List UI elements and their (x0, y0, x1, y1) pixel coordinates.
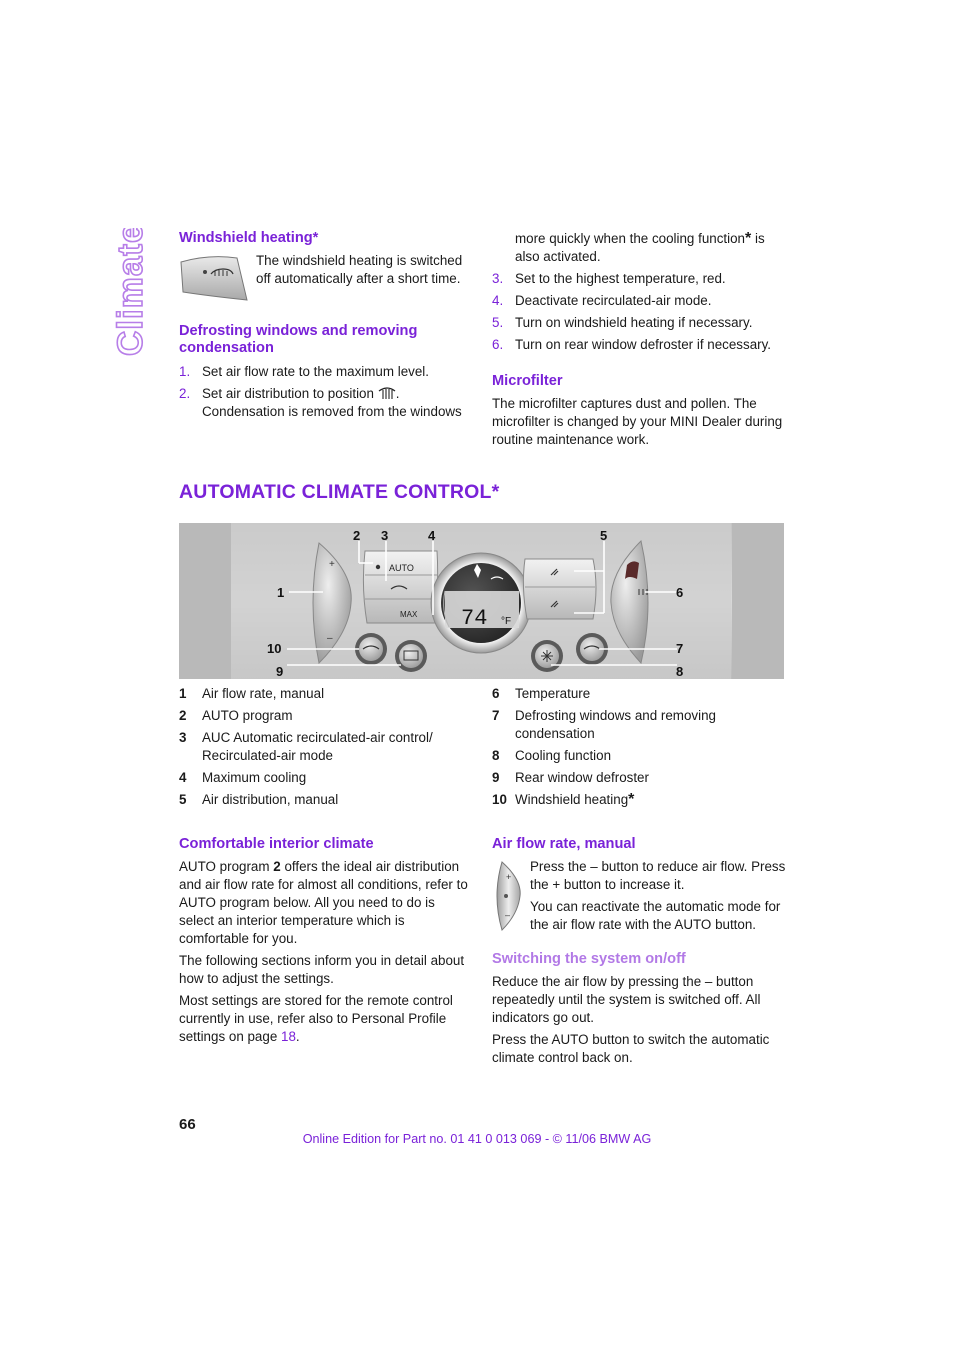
comfort-paragraph: The following sections inform you in detail about how to adjust the settings. (179, 953, 465, 986)
temperature-readout: 74 (461, 606, 488, 631)
page-link[interactable]: 18 (281, 1029, 296, 1044)
microfilter-heading: Microfilter (492, 373, 563, 389)
callout-4: 4 (428, 528, 436, 543)
comfort-body (179, 858, 471, 1050)
list-item: 8 Cooling function (492, 748, 612, 763)
callout-7: 7 (676, 641, 684, 656)
defrost-steps (179, 363, 471, 425)
callout-8: 8 (676, 664, 684, 679)
switching-paragraph: Press the AUTO button to switch the automatic climate control back on. (492, 1032, 770, 1065)
list-item: 1 Air flow rate, manual (179, 686, 325, 701)
acc-heading: AUTOMATIC CLIMATE CONTROL* (179, 481, 500, 503)
list-item: 4. Deactivate recirculated-air mode. (492, 293, 712, 308)
airflow-paragraph: You can reactivate the automatic mode for the air flow rate with the AUTO button. (530, 899, 781, 932)
side-tab-label: Climate (111, 228, 150, 356)
panel-legend-left (179, 685, 471, 813)
list-item: 9 Rear window defroster (492, 770, 649, 785)
windshield-heading: Windshield heating* (179, 230, 319, 246)
windshield-button-image (179, 254, 249, 302)
list-item: 5 Air distribution, manual (179, 792, 339, 807)
max-button-label: MAX (400, 610, 418, 619)
defrost-steps-continued (492, 270, 784, 358)
airflow-rocker-image (490, 860, 524, 932)
list-item: 2 AUTO program (179, 708, 293, 723)
windshield-text: The windshield heating is switched off automatically after a short time. (256, 253, 463, 286)
list-item: 6 Temperature (492, 686, 591, 701)
callout-6: 6 (676, 585, 684, 600)
panel-legend-right (492, 685, 784, 813)
list-item: 2. Set air distribution to position . Condensation is removed from the windows (179, 386, 462, 419)
edition-footer: Online Edition for Part no. 01 41 0 013 069 - © 11/06 BMW AG (302, 1132, 652, 1146)
microfilter-text: The microfilter captures dust and pollen. The microfilter is changed by your MINI Dealer during routine maintenance work. (492, 396, 783, 447)
callout-1: 1 (277, 585, 285, 600)
list-item: 6. Turn on rear window defroster if necessary. (492, 337, 772, 352)
switching-paragraph: Reduce the air flow by pressing the – button repeatedly until the system is switched off. All indicators go out. (492, 974, 761, 1025)
comfort-paragraph: AUTO program 2 offers the ideal air distribution and air flow rate for almost all conditions, refer to AUTO program below. All you need to do is select an interior temperature which is comfortable for you. (179, 859, 468, 946)
svg-text:+: + (329, 559, 335, 570)
comfort-paragraph: Most settings are stored for the remote control currently in use, refer also to Personal Profile settings on page 18. (179, 993, 453, 1044)
callout-9: 9 (276, 664, 284, 679)
svg-text:–: – (505, 910, 511, 920)
list-item: 3. Set to the highest temperature, red. (492, 271, 726, 286)
defrost-continued-text: more quickly when the cooling function* is also activated. (515, 230, 765, 264)
callout-5: 5 (600, 528, 608, 543)
switching-body (492, 973, 784, 1071)
defrost-windshield-icon (378, 386, 396, 400)
airflow-paragraph: Press the – button to reduce air flow. Press the + button to increase it. (530, 859, 786, 892)
list-item: 4 Maximum cooling (179, 770, 307, 785)
list-item: 5. Turn on windshield heating if necessary. (492, 315, 753, 330)
switching-heading: Switching the system on/off (492, 951, 686, 967)
callout-10: 10 (267, 641, 282, 656)
callout-3: 3 (381, 528, 389, 543)
svg-text:+: + (506, 872, 512, 882)
temperature-unit: °F (501, 616, 512, 627)
auto-button-label: AUTO (389, 563, 414, 573)
side-tab (108, 228, 152, 360)
climate-panel-image (179, 523, 784, 679)
page-number: 66 (179, 1116, 196, 1133)
list-item: 1. Set air flow rate to the maximum level. (179, 364, 429, 379)
svg-text:–: – (327, 633, 333, 644)
defrost-heading: Defrosting windows and removing condensation (179, 323, 418, 356)
callout-2: 2 (353, 528, 361, 543)
list-item: 7 Defrosting windows and removing condensation (492, 708, 716, 741)
list-item: 3 AUC Automatic recirculated-air control/ Recirculated-air mode (179, 730, 433, 763)
airflow-body (530, 858, 786, 938)
comfort-heading: Comfortable interior climate (179, 836, 374, 852)
airflow-heading: Air flow rate, manual (492, 836, 636, 852)
list-item: 10 Windshield heating* (492, 791, 635, 808)
